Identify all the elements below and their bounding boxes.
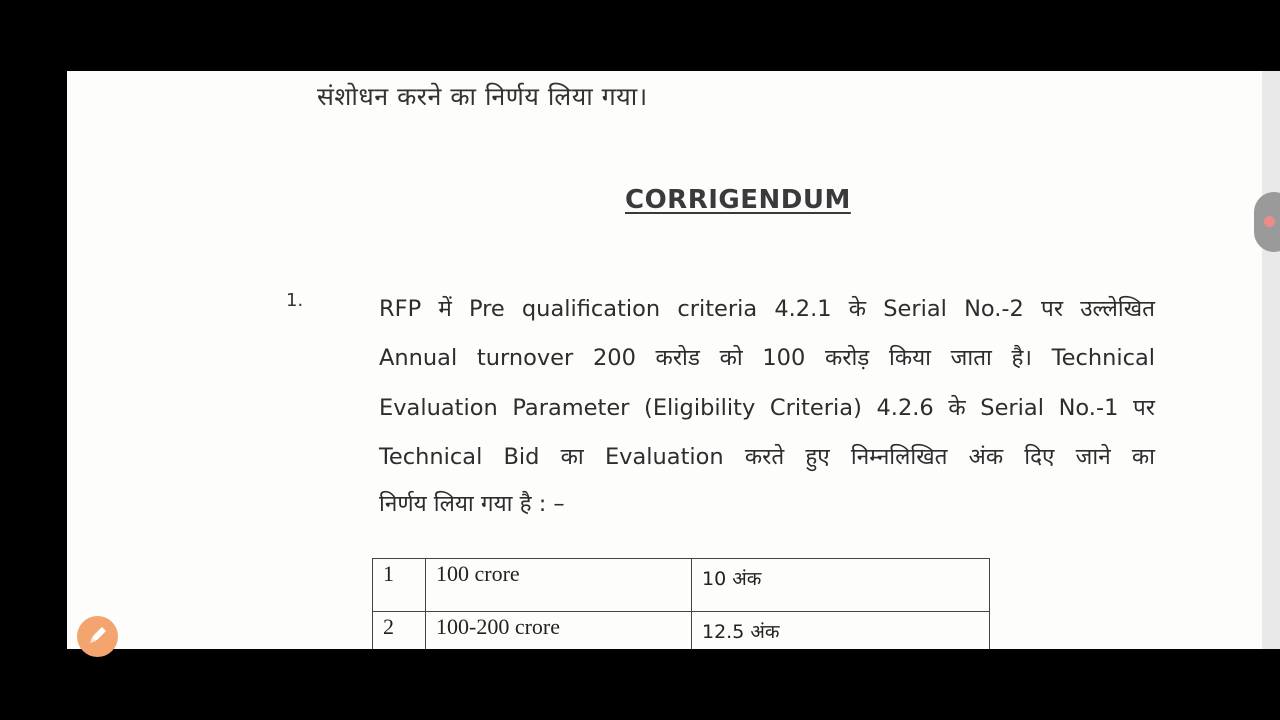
marks-table [372, 558, 990, 649]
edit-button[interactable] [77, 616, 118, 657]
paragraph-line: Evaluation Parameter (Eligibility Criteria) 4.2.6 के Serial No.-1 पर [379, 395, 1155, 421]
corrigendum-heading: CORRIGENDUM [625, 185, 851, 215]
marks-cell: 12.5 अंक [692, 612, 990, 650]
paragraph-line: RFP में Pre qualification criteria 4.2.1 के Serial No.-2 पर उल्लेखित [379, 296, 1155, 322]
page-edge-strip [1262, 71, 1280, 649]
turnover-cell: 100-200 crore [426, 612, 692, 650]
serial-cell: 2 [373, 612, 426, 650]
marks-cell: 10 अंक [692, 559, 990, 612]
paragraph-line: Annual turnover 200 करोड को 100 करोड़ किया जाता है। Technical [379, 345, 1155, 371]
item-number: 1. [286, 290, 304, 311]
record-dot-icon [1264, 216, 1275, 227]
paragraph-line: निर्णय लिया गया है : – [379, 491, 565, 517]
pencil-icon [87, 624, 109, 650]
table-row [373, 559, 990, 612]
paragraph-line: Technical Bid का Evaluation करते हुए निम्नलिखित अंक दिए जाने का [379, 444, 1155, 470]
document-page [67, 71, 1280, 649]
table-row [373, 612, 990, 650]
serial-cell: 1 [373, 559, 426, 612]
turnover-cell: 100 crore [426, 559, 692, 612]
previous-text-line: संशोधन करने का निर्णय लिया गया। [317, 82, 648, 111]
